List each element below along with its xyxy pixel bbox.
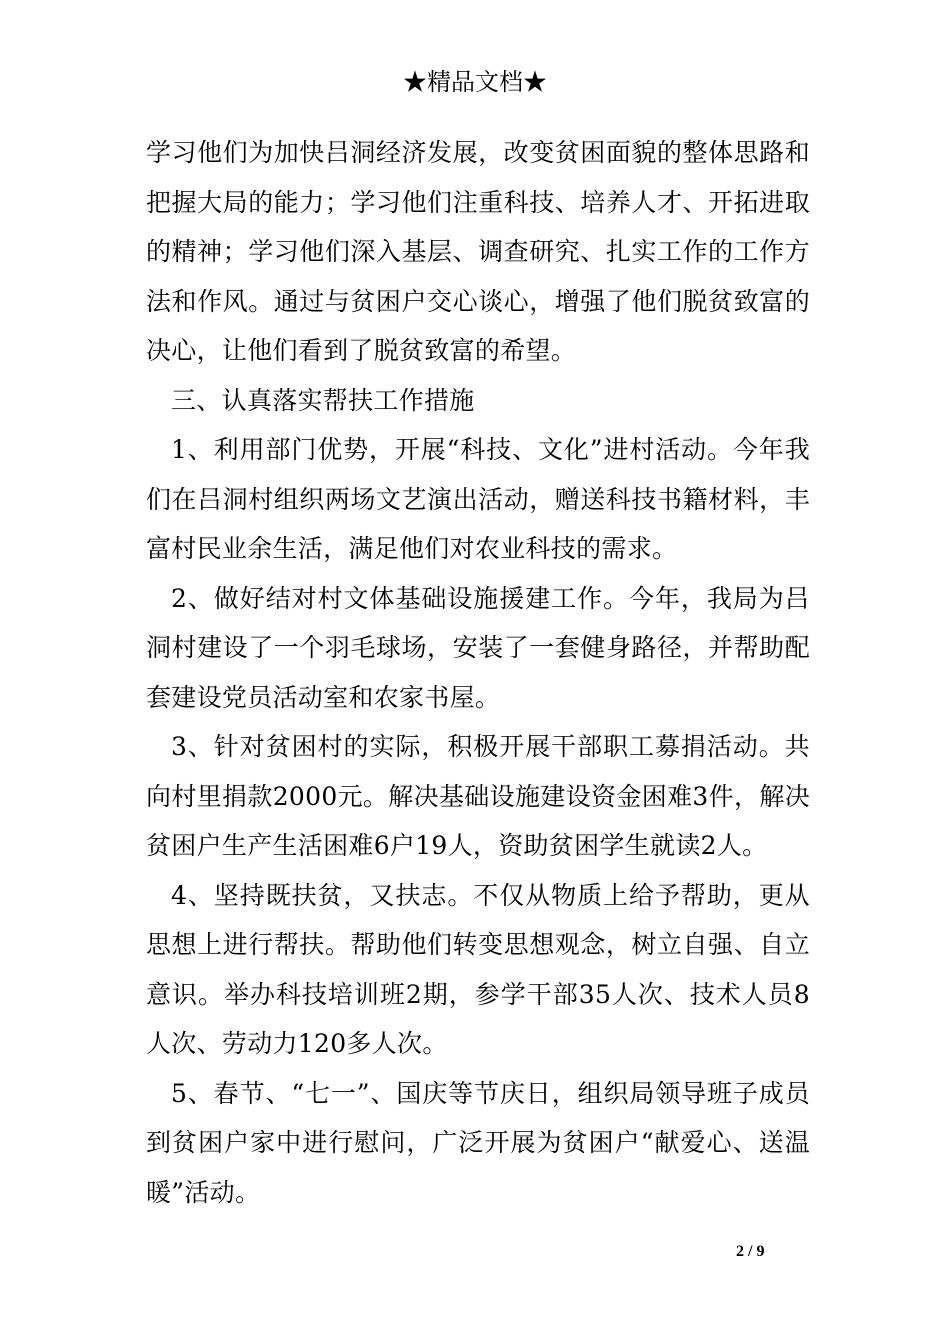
section-heading-3: 三、认真落实帮扶工作措施 [171,385,475,415]
page-header-title: ★精品文档★ [403,68,547,96]
paragraph-item-1: 1、利用部门优势，开展“科技、文化”进村活动。今年我们在吕洞村组织两场文艺演出活动，赠送科技书籍材料，丰富村民业余生活，满足他们对农业科技的需求。 [146,435,810,563]
paragraph-item-5: 5、春节、“七一”、国庆等节庆日，组织局领导班子成员到贫困户家中进行慰问，广泛开展为贫困户“献爱心、送温暖”活动。 [146,1078,810,1207]
page-number: 2 / 9 [736,1243,765,1260]
paragraph-item-2: 2、做好结对村文体基础设施援建工作。今年，我局为吕洞村建设了一个羽毛球场，安装了一套健身路径，并帮助配套建设党员活动室和农家书屋。 [146,583,810,712]
document-body [146,128,810,1217]
paragraph-item-3: 3、针对贫困村的实际，积极开展干部职工募捐活动。共向村里捐款2000元。解决基础设施建设资金困难3件，解决贫困户生产生活困难6户19人，资助贫困学生就读2人。 [146,732,810,860]
paragraph-item-4: 4、坚持既扶贫，又扶志。不仅从物质上给予帮助，更从思想上进行帮扶。帮助他们转变思想观念，树立自强、自立意识。举办科技培训班2期，参学干部35人次、技术人员8人次、劳动力120多人次。 [146,880,810,1058]
paragraph-continuation: 学习他们为加快吕洞经济发展，改变贫困面貌的整体思路和把握大局的能力；学习他们注重科技、培养人才、开拓进取的精神；学习他们深入基层、调查研究、扎实工作的工作方法和作风。通过与贫困户交心谈心，增强了他们脱贫致富的决心，让他们看到了脱贫致富的希望。 [146,138,810,365]
